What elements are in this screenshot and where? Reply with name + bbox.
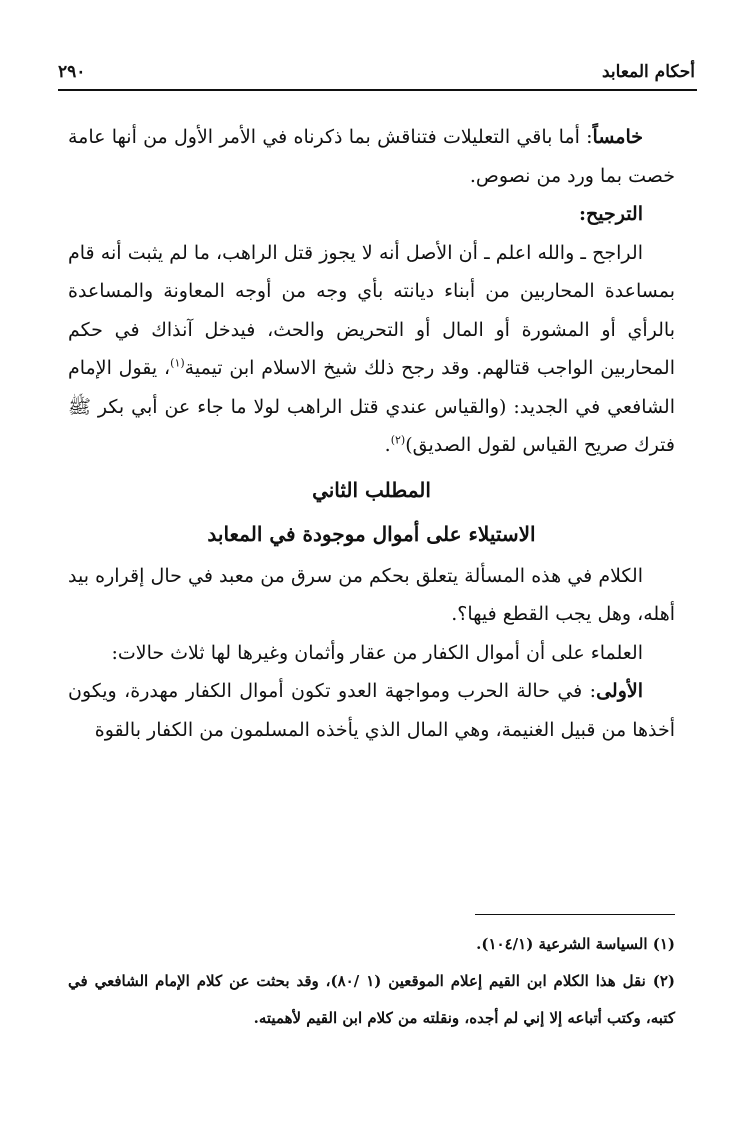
footnote-ref-2[interactable]: (٢) (390, 433, 406, 447)
paragraph-fifth (68, 118, 675, 195)
section-title-1: المطلب الثاني (312, 477, 431, 502)
first-case-label: الأولى (596, 680, 643, 702)
footnote-ref-1[interactable]: (١) (170, 356, 185, 370)
paragraph-intro: الكلام في هذه المسألة يتعلق بحكم من سرق من معبد في حال إقراره بيد أهله، وهل يجب القطع فيها؟. (68, 564, 675, 625)
footnote-rule (475, 914, 675, 915)
footnote-2: (٢) نقل هذا الكلام ابن القيم إعلام الموقعين (١ /٨٠)، وقد بحثت عن كلام الإمام الشافعي في كتبه، وكتب أتباعه إلا إني لم أجده، ونقلته من كلام ابن القيم لأهميته. (68, 972, 676, 1027)
running-title: أحكام المعابد (601, 62, 695, 82)
fifth-text: : أما باقي التعليلات فتناقش بما ذكرناه في الأمر الأول من أنها عامة خصت بما ورد من نصوص. (68, 126, 675, 187)
section-title-2: الاستيلاء على أموال موجودة في المعابد (207, 521, 536, 546)
body-text (68, 118, 675, 749)
page-header (58, 60, 695, 84)
paragraph-first-case (68, 672, 675, 749)
page-number: ٢٩٠ (58, 62, 86, 82)
paragraph-tarjeeh (68, 234, 675, 465)
tarjeeh-heading: الترجيح: (578, 203, 643, 225)
first-case-text: : في حالة الحرب ومواجهة العدو تكون أموال الكفار مهدرة، ويكون أخذها من قبيل الغنيمة، وهي المال الذي يأخذه المسلمون من الكفار بالقوة (68, 680, 675, 741)
paragraph-scholars: العلماء على أن أموال الكفار من عقار وأثمان وغيرها لها ثلاث حالات: (111, 641, 643, 664)
footnote-1: (١) السياسة الشرعية (١٠٤/١). (476, 935, 675, 953)
header-rule (58, 89, 697, 91)
tarjeeh-text-b: ، يقول الإمام الشافعي في الجديد: (والقياس عندي قتل الراهب لولا ما جاء عن أبي بكر ﷺ فترك صريح القياس لقول الصديق) (68, 357, 675, 456)
tarjeeh-text-a: الراجح ـ والله اعلم ـ أن الأصل أنه لا يجوز قتل الراهب، ما لم يثبت أنه قام بمساعدة المحاربين من أبناء ديانته بأي وجه من أوجه المعاونة والمساعدة بالرأي أو المشورة أو المال أو التحريض والحث، فيدخل آنذاك في حكم المحاربين الواجب قتالهم. وقد رجح ذلك شيخ الاسلام ابن تيمية (68, 241, 675, 379)
fifth-label: خامساً (592, 126, 643, 148)
footnotes (68, 926, 675, 1037)
tarjeeh-text-c: . (384, 434, 391, 456)
